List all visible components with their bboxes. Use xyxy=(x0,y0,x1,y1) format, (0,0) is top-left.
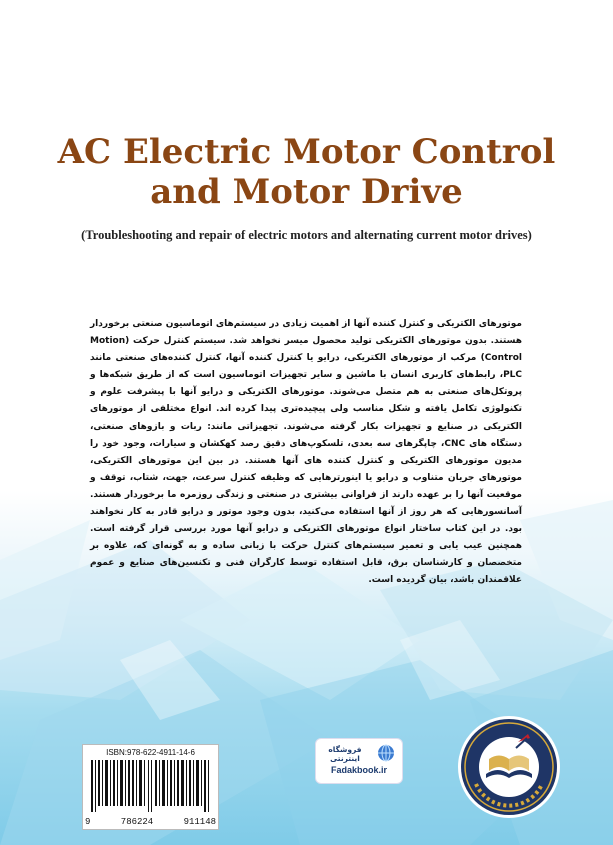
publisher-logo xyxy=(456,714,562,820)
book-subtitle: (Troubleshooting and repair of electric motors and alternating current motor drives) xyxy=(81,228,532,242)
book-title-line1: AC Electric Motor Control xyxy=(57,132,556,172)
barcode-digits xyxy=(85,817,216,827)
store-name-en: Fadakbook.ir xyxy=(330,765,387,775)
isbn-barcode xyxy=(82,744,219,830)
barcode-digits-group2: 911148 xyxy=(183,817,216,827)
store-badge xyxy=(315,738,403,784)
book-title-line2: and Motor Drive xyxy=(150,172,463,212)
barcode-bars xyxy=(91,760,210,812)
store-name-fa: فروشگاه اینترنتی xyxy=(328,745,362,763)
isbn-number: ISBN:978-622-4911-14-6 xyxy=(106,748,195,757)
barcode-digit-lead: 9 xyxy=(85,817,91,827)
book-description: موتورهای الکتریکی و کنترل کننده آنها از اهمیت زیادی در سیستم‌های اتوماسیون صنعتی برخوردار هستند. بدون موتورهای الکتریکی تولید محصول میسر نخواهد شد. سیستم کنترل حرکت (Motion Control) مرکب از موتورهای الکتریکی، درایو یا کنترل کننده آنها، کنترل کننده‌های صنعتی مانند PLC، رابط‌های کاربری انسان با ماشین و سایر تجهیزات اتوماسیون است که از طریق شبکه‌ها و پروتکل‌های صنعتی به هم متصل می‌شوند. موتورهای الکتریکی و درایو آنها با پیشرفت علوم و تکنولوژی تکامل یافته و شکل مناسب ولی پیچیده‌تری پیدا کرده اند. انواع مختلفی از موتورهای الکتریکی در صنایع و تجهیزات بکار گرفته می‌شوند. تجهیزاتی مانند: ربات و بازوهای صنعتی، دستگاه های CNC، چاپگرهای سه بعدی، تلسکوپ‌های دقیق رصد کهکشان و سیارات، وجود خود را مدیون موتورهای الکتریکی و کنترل کننده های آنها هستند. در بین این موتورهای الکتریکی، موتورهای جریان متناوب و درایو یا اینورترهایی که وظیفه کنترل سرعت، جهت، شتاب، توقف و موقعیت آنها را بر عهده دارند از فراوانی بیشتری در صنعتی و زندگی روزمره ما برخوردار هستند. آسانسورهایی که هر روز از آنها استفاده می‌کنید، بدون وجود موتور و درایو قادر به کار نخواهند بود. در این کتاب ساختار انواع موتورهای الکتریکی و درایو آنها مورد بررسی قرار گرفته است. همچنین عیب یابی و تعمیر سیستم‌های کنترل حرکت با زبانی ساده و به گونه‌ای که، علاوه بر متخصصان و کارشناسان برق، قابل استفاده توسط کارگران فنی و تکنسین‌های صنایع و عموم علاقمندان باشد، بیان گردیده است. xyxy=(90,319,522,586)
barcode-digits-group1: 786224 xyxy=(120,817,154,827)
globe-cart-icon xyxy=(374,743,398,763)
